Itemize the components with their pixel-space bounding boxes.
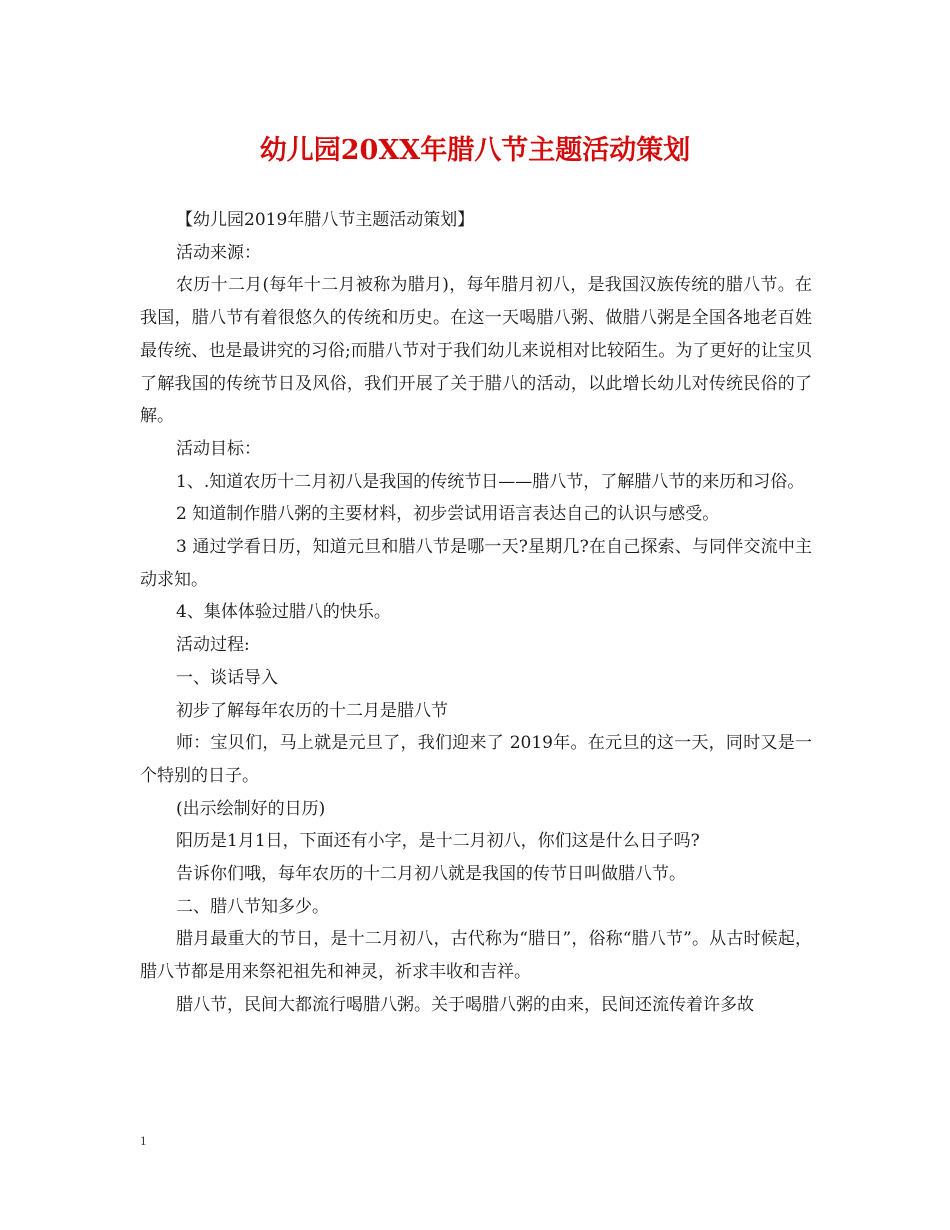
paragraph-show-calendar: (出示绘制好的日历) [176, 798, 326, 819]
page-number: 1 [140, 1133, 147, 1148]
paragraph-step-1-intro: 初步了解每年农历的十二月是腊八节 [176, 700, 448, 721]
paragraph-process-label: 活动过程: [176, 635, 250, 656]
paragraph-festival-history: 腊月最重大的节日，是十二月初八，古代称为“腊日”，俗称“腊八节”。从古时候起，腊八节都是用来祭祀祖先和神灵，祈求丰收和吉祥。 [140, 929, 812, 983]
paragraph-heading: 【幼儿园2019年腊八节主题活动策划】 [176, 210, 475, 230]
paragraph-source-text: 农历十二月(每年十二月被称为腊月)，每年腊月初八，是我国汉族传统的腊八节。在我国，腊八节有着很悠久的传统和历史。在这一天喝腊八粥、做腊八粥是全国各地老百姓最传统、也是最讲究的习俗;而腊八节对于我们幼儿来说相对比较陌生。为了更好的让宝贝了解我国的传统节日及风俗，我们开展了关于腊八的活动，以此增长幼儿对传统民俗的了解。 [140, 275, 812, 427]
paragraph-goals-label: 活动目标： [176, 438, 261, 459]
paragraph-goal-2: 2 知道制作腊八粥的主要材料，初步尝试用语言表达自己的认识与感受。 [176, 504, 720, 525]
paragraph-teacher-speech: 师：宝贝们，马上就是元旦了，我们迎来了 2019年。在元旦的这一天，同时又是一个特别的日子。 [140, 733, 812, 786]
paragraph-step-2-heading: 二、腊八节知多少。 [176, 896, 329, 917]
document-title: 幼儿园20XX年腊八节主题活动策划 [259, 135, 691, 166]
document-body [140, 204, 812, 1022]
paragraph-step-1-heading: 一、谈话导入 [176, 667, 278, 688]
paragraph-calendar-question: 阳历是1月1日，下面还有小字，是十二月初八，你们这是什么日子吗? [176, 831, 700, 852]
paragraph-festival-explain: 告诉你们哦，每年农历的十二月初八就是我国的传节日叫做腊八节。 [176, 864, 686, 885]
paragraph-goal-4: 4、集体体验过腊八的快乐。 [176, 602, 391, 623]
paragraph-source-label: 活动来源： [176, 242, 261, 263]
paragraph-goal-3: 3 通过学看日历，知道元旦和腊八节是哪一天?星期几?在自己探索、与同伴交流中主动求知。 [140, 537, 812, 590]
paragraph-goal-1: 1、.知道农历十二月初八是我国的传统节日——腊八节，了解腊八节的来历和习俗。 [176, 471, 805, 492]
paragraph-porridge-origin: 腊八节，民间大都流行喝腊八粥。关于喝腊八粥的由来，民间还流传着许多故 [176, 994, 754, 1015]
